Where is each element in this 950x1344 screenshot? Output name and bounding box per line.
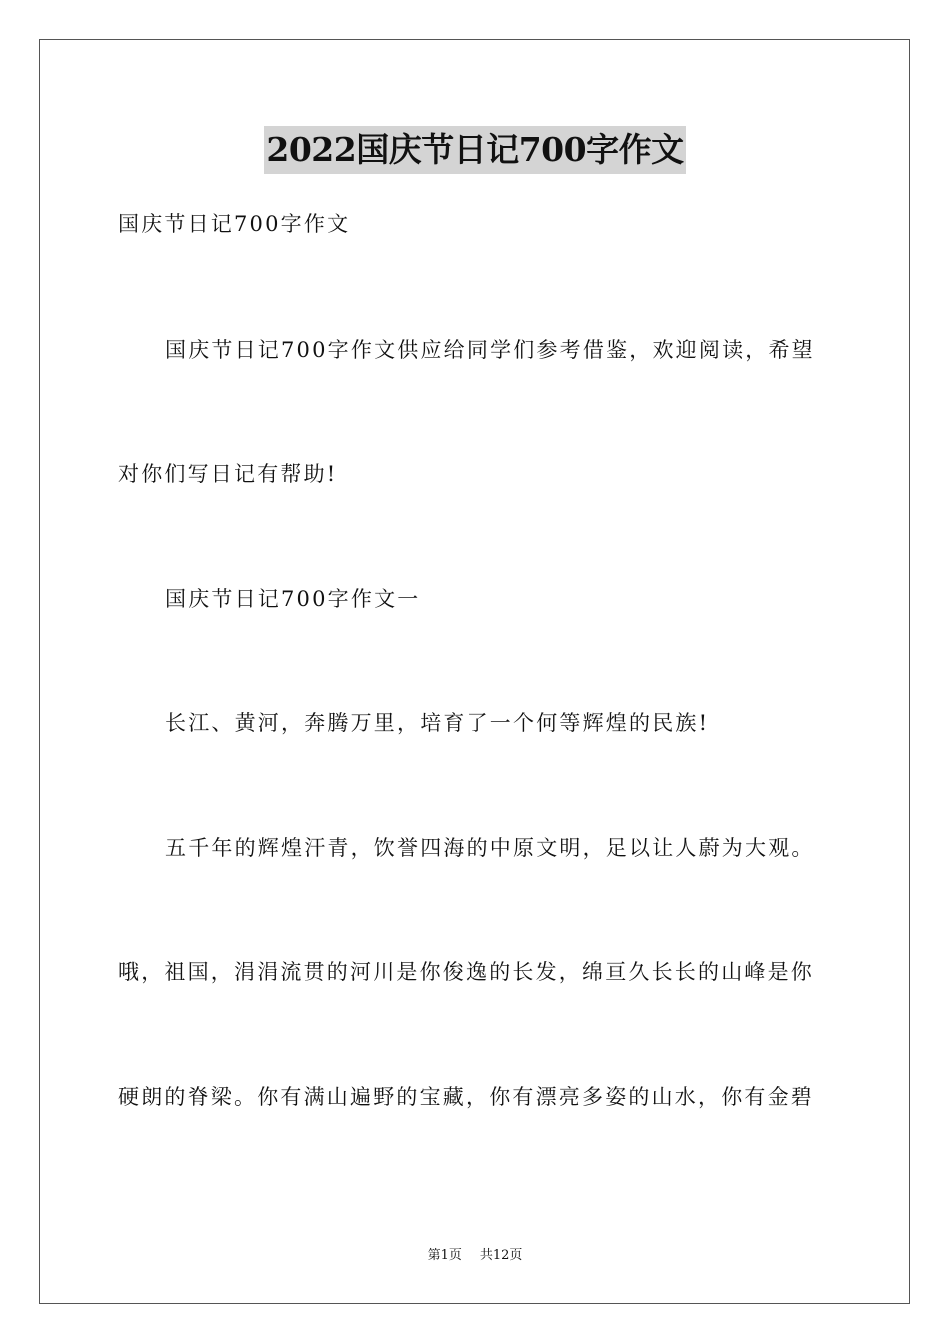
- paragraph-line-4: 国庆节日记700字作文一: [165, 587, 421, 611]
- paragraph-line-2: 国庆节日记700字作文供应给同学们参考借鉴，欢迎阅读，希望: [165, 338, 815, 362]
- paragraph-line-6: 五千年的辉煌汗青，饮誉四海的中原文明，足以让人蔚为大观。: [165, 836, 815, 860]
- paragraph-line-7: 哦，祖国，涓涓流贯的河川是你俊逸的长发，绵亘久长长的山峰是你: [118, 960, 814, 984]
- document-title: [0, 126, 950, 174]
- page-number-total: 共12页: [479, 1248, 523, 1263]
- page-number-current: 第1页: [427, 1248, 462, 1263]
- paragraph-line-1: 国庆节日记700字作文: [118, 212, 351, 236]
- paragraph-line-8: 硬朗的脊梁。你有满山遍野的宝藏，你有漂亮多姿的山水，你有金碧: [118, 1085, 814, 1109]
- paragraph-line-3: 对你们写日记有帮助!: [118, 462, 338, 486]
- paragraph-line-5: 长江、黄河，奔腾万里，培育了一个何等辉煌的民族!: [165, 711, 710, 735]
- page-footer: [0, 1246, 950, 1266]
- document-title-text: 2022国庆节日记700字作文: [264, 126, 685, 174]
